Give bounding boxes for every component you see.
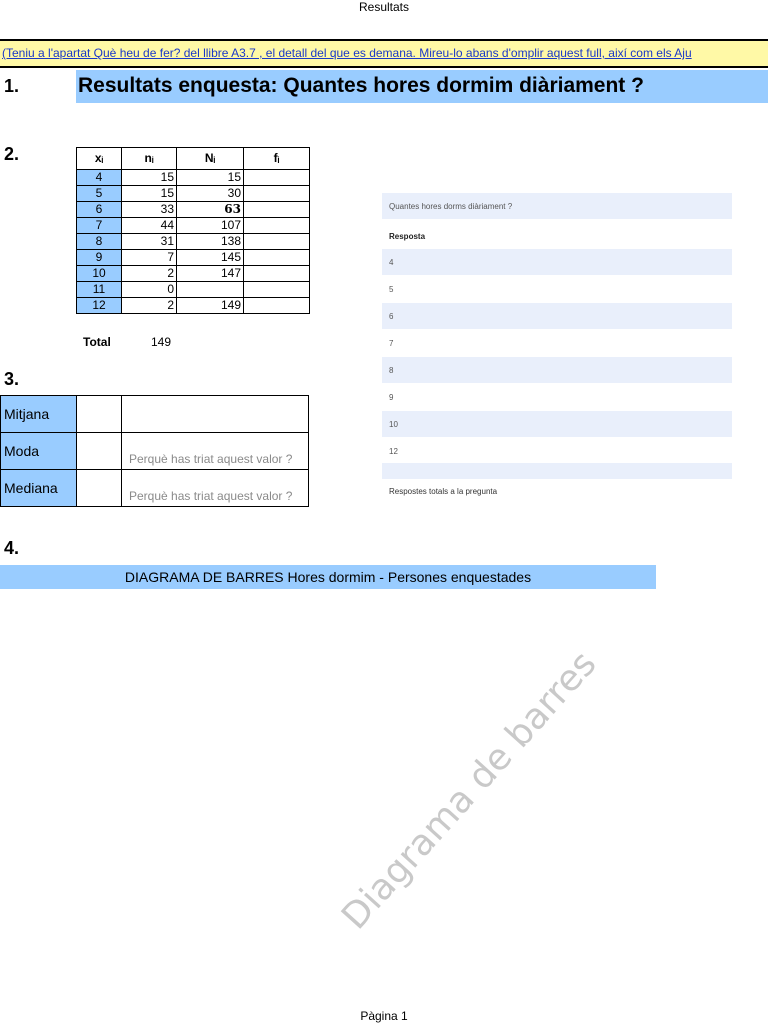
Ni-cell: 107 — [177, 218, 244, 234]
xi-cell: 12 — [77, 298, 122, 314]
table-row — [77, 170, 310, 186]
xi-cell: 5 — [77, 186, 122, 202]
xi-cell: 6 — [77, 202, 122, 218]
survey-answer-label: 9 — [389, 393, 394, 402]
fi-cell[interactable] — [244, 282, 310, 298]
page-header-title: Resultats — [358, 0, 410, 14]
xi-cell: 8 — [77, 234, 122, 250]
table-row — [77, 250, 310, 266]
survey-answer-row — [382, 330, 732, 356]
Ni-cell: 63 — [177, 202, 244, 218]
page-number: Pàgina 1 — [360, 1009, 408, 1023]
survey-answer-row — [382, 438, 732, 464]
mean-reason-cell[interactable] — [122, 396, 309, 433]
Ni-cell: 149 — [177, 298, 244, 314]
ni-cell: 7 — [122, 250, 177, 266]
survey-answer-row — [382, 276, 732, 302]
instructions-notice — [0, 39, 768, 68]
central-tendency-table — [0, 395, 309, 507]
watermark-bar-diagram: Diagrama de barres — [334, 643, 605, 938]
ni-cell: 15 — [122, 170, 177, 186]
Ni-cell: 15 — [177, 170, 244, 186]
survey-answer-label: 12 — [389, 447, 398, 456]
section-4-number: 4. — [4, 538, 20, 558]
header-Ni: Nᵢ — [177, 148, 244, 170]
fi-cell[interactable] — [244, 170, 310, 186]
ni-cell: 0 — [122, 282, 177, 298]
survey-header-row — [382, 223, 732, 249]
xi-cell: 9 — [77, 250, 122, 266]
mode-value-cell[interactable] — [77, 433, 122, 470]
Ni-cell: 147 — [177, 266, 244, 282]
section-1-number: 1. — [4, 76, 20, 96]
median-value-cell[interactable] — [77, 470, 122, 507]
survey-answer-label: 7 — [389, 339, 394, 348]
section-1-title: Resultats enquesta: Quantes hores dormim diàriament ? — [78, 74, 644, 97]
survey-answer-row — [382, 411, 732, 437]
mode-reason-cell[interactable]: Perquè has triat aquest valor ? — [122, 433, 309, 470]
mean-label: Mitjana — [1, 396, 77, 433]
table-row — [77, 202, 310, 218]
total-value: 149 — [151, 335, 172, 349]
header-ni: nᵢ — [122, 148, 177, 170]
survey-answer-row — [382, 303, 732, 329]
survey-answer-label: 5 — [389, 285, 394, 294]
survey-results-panel — [382, 193, 732, 513]
survey-answer-label: 10 — [389, 420, 398, 429]
xi-cell: 11 — [77, 282, 122, 298]
table-row — [77, 298, 310, 314]
table-row — [77, 186, 310, 202]
survey-question-row — [382, 193, 732, 219]
fi-cell[interactable] — [244, 298, 310, 314]
survey-answer-row — [382, 249, 732, 275]
ni-cell: 33 — [122, 202, 177, 218]
section-2-number: 2. — [4, 144, 20, 164]
fi-cell[interactable] — [244, 266, 310, 282]
survey-answer-row — [382, 384, 732, 410]
fi-cell[interactable] — [244, 234, 310, 250]
header-xi: xᵢ — [77, 148, 122, 170]
table-row — [77, 266, 310, 282]
stats-row-mean — [1, 396, 309, 433]
survey-answer-label: 8 — [389, 366, 394, 375]
survey-answer-label: 6 — [389, 312, 394, 321]
survey-answer-label: 4 — [389, 258, 394, 267]
Ni-cell — [177, 282, 244, 298]
mean-value-cell[interactable] — [77, 396, 122, 433]
instructions-link[interactable]: (Teniu a l'apartat Què heu de fer? del llibre A3.7 , el detall del que es demana. Mireu-lo abans d'omplir aquest full, així com els Aju — [2, 46, 692, 60]
total-label: Total — [83, 335, 111, 349]
fi-cell[interactable] — [244, 250, 310, 266]
ni-cell: 2 — [122, 266, 177, 282]
survey-footer: Respostes totals a la pregunta — [389, 487, 498, 496]
bar-diagram-title: DIAGRAMA DE BARRES Hores dormim - Persones enquestades — [0, 565, 656, 589]
survey-question: Quantes hores dorms diàriament ? — [389, 202, 513, 211]
table-row — [77, 282, 310, 298]
ni-cell: 31 — [122, 234, 177, 250]
table-row — [77, 234, 310, 250]
survey-column-header: Resposta — [389, 232, 426, 241]
frequency-table — [76, 147, 310, 314]
median-label: Mediana — [1, 470, 77, 507]
fi-cell[interactable] — [244, 218, 310, 234]
mode-label: Moda — [1, 433, 77, 470]
fi-cell[interactable] — [244, 202, 310, 218]
table-row — [77, 218, 310, 234]
fi-cell[interactable] — [244, 186, 310, 202]
xi-cell: 10 — [77, 266, 122, 282]
median-reason-cell[interactable]: Perquè has triat aquest valor ? — [122, 470, 309, 507]
ni-cell: 2 — [122, 298, 177, 314]
stats-row-median — [1, 470, 309, 507]
survey-spacer-row — [382, 463, 732, 479]
survey-answer-row — [382, 357, 732, 383]
Ni-cell: 30 — [177, 186, 244, 202]
ni-cell: 44 — [122, 218, 177, 234]
ni-cell: 15 — [122, 186, 177, 202]
header-fi: fᵢ — [244, 148, 310, 170]
stats-row-mode — [1, 433, 309, 470]
Ni-cell: 145 — [177, 250, 244, 266]
survey-footer-row — [382, 483, 732, 509]
xi-cell: 7 — [77, 218, 122, 234]
xi-cell: 4 — [77, 170, 122, 186]
Ni-cell: 138 — [177, 234, 244, 250]
section-3-number: 3. — [4, 369, 20, 389]
